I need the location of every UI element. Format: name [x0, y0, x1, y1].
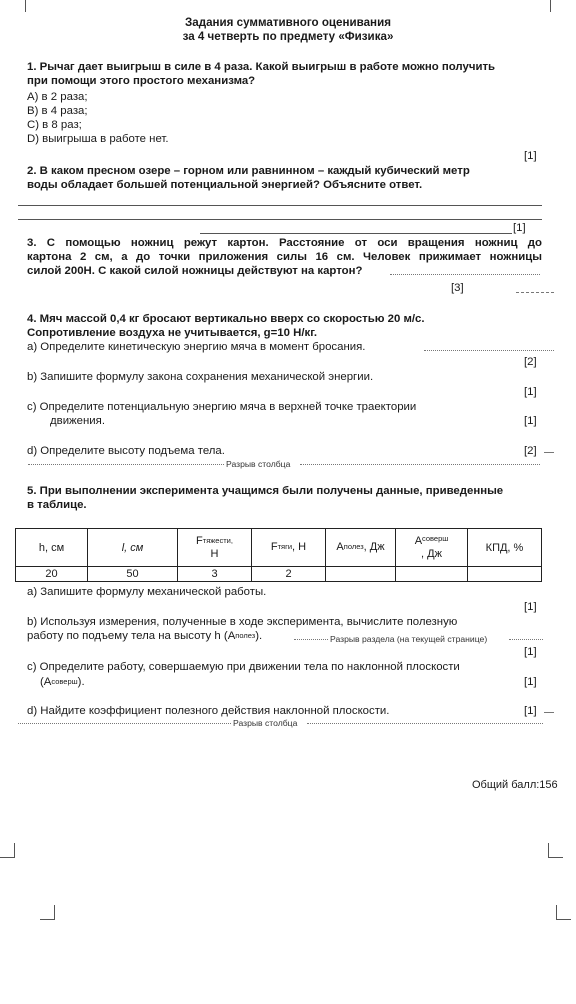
q4-part-b: b) Запишите формулу закона сохранения механической энергии. [27, 371, 374, 383]
header-a-useful-sub: полез [343, 542, 364, 551]
header-h: h, см [16, 529, 88, 567]
q4-part-d: d) Определите высоту подъема тела. [27, 445, 225, 457]
q4-part-c-mark: [1] [524, 415, 537, 427]
q1-text-line-2: при помощи этого простого механизма? [27, 75, 256, 87]
q3-trailing-dotted-line [516, 292, 554, 293]
header-a-useful [326, 529, 396, 567]
q4-column-break-label: Разрыв столбца [226, 459, 291, 469]
corner-mark-page2-right [556, 905, 571, 920]
q5-column-break-line-left [18, 723, 231, 724]
cell-l-value: 50 [88, 567, 178, 582]
q5-part-c-line-2-close: ). [77, 676, 85, 688]
cell-f-gravity-value: 3 [178, 567, 252, 582]
q4-part-b-mark: [1] [524, 386, 537, 398]
q1-option-d: D) выигрыша в работе нет. [27, 133, 169, 145]
header-f-pull-unit: , Н [292, 541, 307, 553]
q5-part-a-mark: [1] [524, 601, 537, 613]
q5-part-c-mark: [1] [524, 676, 537, 688]
header-efficiency: КПД, % [468, 529, 542, 567]
header-f-gravity-sub: тяжести, [202, 536, 233, 545]
q5-part-c-line-2 [40, 676, 85, 690]
q5-part-d: d) Найдите коэффициент полезного действия наклонной плоскости. [27, 705, 390, 717]
cell-h-value: 20 [16, 567, 88, 582]
q1-option-c: C) в 8 раз; [27, 119, 82, 131]
q4-part-c-line-1: c) Определите потенциальную энергию мяча в верхней точке траектории [27, 401, 417, 413]
q5-part-d-mark: [1] [524, 705, 537, 717]
corner-mark-bottom-right [548, 843, 563, 858]
q5-text-line-1: 5. При выполнении эксперимента учащимся были получены данные, приведенные [27, 485, 504, 497]
q4-column-break-line-right [300, 464, 540, 465]
document-title-line-1: Задания суммативного оценивания [185, 16, 391, 29]
header-f-gravity-main: F [196, 535, 203, 547]
corner-mark-page2-left [40, 905, 55, 920]
header-l [88, 529, 178, 567]
document-title-line-2: за 4 четверть по предмету «Физика» [182, 30, 394, 43]
q4-part-d-mark: [2] [524, 445, 537, 457]
q1-option-b: B) в 4 раза; [27, 105, 88, 117]
q5-part-b-line-2-text: работу по подъему тела на высоту h (A [27, 630, 236, 642]
header-l-text: l, см [121, 541, 144, 554]
q2-mark: [1] [513, 222, 526, 234]
q5-part-b-line-2-sub: полез [235, 631, 256, 640]
corner-mark-bottom-left [0, 843, 15, 858]
header-f-pull [252, 529, 326, 567]
cell-a-useful-value [326, 567, 396, 582]
header-f-gravity-unit: Н [210, 548, 219, 560]
q5-section-break-line-left [294, 639, 328, 640]
header-f-pull-main: F [270, 541, 278, 553]
q5-section-break-line-right [509, 639, 543, 640]
q3-text-line-1: 3. С помощью ножниц режут картон. Расстояние от оси вращения ножниц до [27, 237, 542, 249]
q2-answer-line-2 [18, 219, 542, 220]
total-score: Общий балл:156 [472, 779, 558, 791]
q3-mark: [3] [451, 282, 464, 294]
q3-text-line-2: картона 2 см, а до точки приложения силы 16 см. Человек прижимает ножницы [27, 251, 542, 263]
q4-part-a: a) Определите кинетическую энергию мяча в момент бросания. [27, 341, 366, 353]
q5-part-a: a) Запишите формулу механической работы. [27, 586, 267, 598]
q5-column-break-line-right [307, 723, 543, 724]
q5-part-b-line-2-end: ). [255, 630, 263, 642]
q4-part-c-line-2: движения. [50, 415, 106, 427]
q4-text-line-2: Сопротивление воздуха не учитывается, g=10 Н/кг. [27, 327, 317, 339]
q2-text-line-2: воды обладает большей потенциальной энергией? Объясните ответ. [27, 179, 423, 191]
q4-column-break-line-left [28, 464, 224, 465]
corner-mark-top-right [550, 0, 564, 12]
header-f-pull-sub: тяги [277, 542, 293, 551]
q4-part-d-trailing-line [544, 452, 554, 453]
header-f-gravity [178, 529, 252, 567]
q5-part-b-mark: [1] [524, 646, 537, 658]
q5-part-c-line-2-sub: соверш [51, 677, 78, 686]
cell-f-pull-value: 2 [252, 567, 326, 582]
q5-part-b-line-1: b) Используя измерения, полученные в ходе эксперимента, вычислите полезную [27, 616, 458, 628]
q4-part-a-dotted-line [424, 350, 554, 351]
q3-answer-dotted-line [390, 274, 540, 275]
table-header-row [16, 529, 542, 567]
q1-option-a: A) в 2 раза; [27, 91, 88, 103]
corner-mark-top-left [12, 0, 26, 12]
q5-part-d-trailing-line [544, 712, 554, 713]
q4-part-a-mark: [2] [524, 356, 537, 368]
header-a-total-main: A [414, 535, 423, 547]
q5-part-c-line-1: c) Определите работу, совершаемую при движении тела по наклонной плоскости [27, 661, 460, 673]
table-data-row [16, 567, 542, 582]
q3-text-line-3: силой 200Н. С какой силой ножницы действуют на картон? [27, 265, 363, 277]
cell-efficiency-value [468, 567, 542, 582]
q5-part-b-line-2 [27, 630, 262, 644]
q5-part-c-line-2-open: (A [40, 676, 52, 688]
q2-answer-line-1 [18, 205, 542, 206]
q2-text-line-1: 2. В каком пресном озере – горном или равнинном – каждый кубический метр [27, 165, 470, 177]
q2-answer-line-3 [200, 233, 512, 234]
experiment-table [15, 528, 542, 582]
q4-text-line-1: 4. Мяч массой 0,4 кг бросают вертикально вверх со скоростью 20 м/с. [27, 313, 425, 325]
header-a-useful-unit: , Дж [363, 541, 385, 553]
header-a-total-sub: соверш [422, 534, 449, 543]
q5-column-break-label: Разрыв столбца [233, 718, 298, 728]
q1-text-line-1: 1. Рычаг дает выигрыш в силе в 4 раза. Какой выигрыш в работе можно получить [27, 61, 496, 73]
header-a-total-unit: , Дж [421, 548, 442, 560]
header-a-total [396, 529, 468, 567]
cell-a-total-value [396, 567, 468, 582]
q5-section-break-label: Разрыв раздела (на текущей странице) [330, 634, 488, 644]
header-a-useful-main: A [336, 541, 344, 553]
q1-mark: [1] [524, 150, 537, 162]
q5-text-line-2: в таблице. [27, 499, 87, 511]
